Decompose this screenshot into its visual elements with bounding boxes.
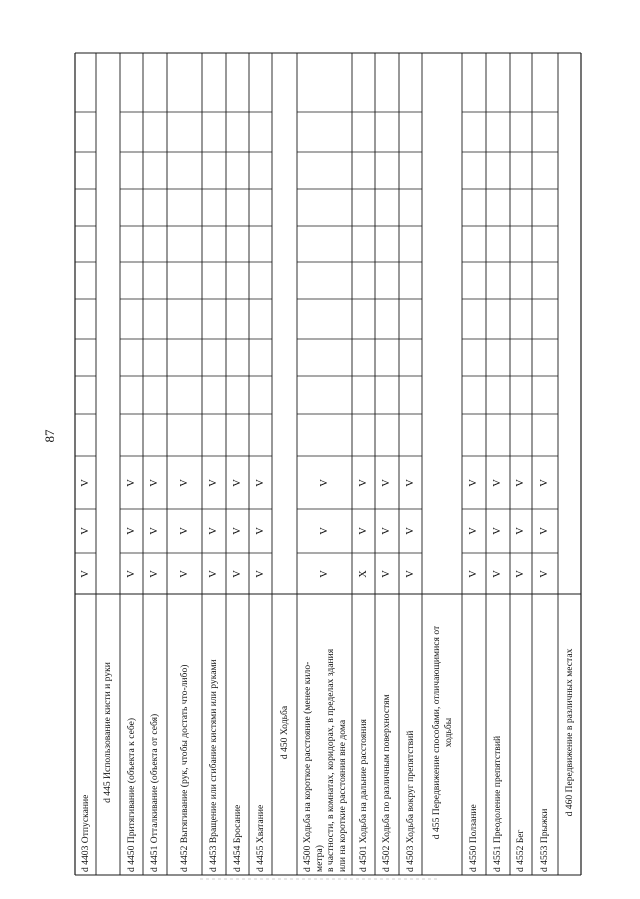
assessment-mark: V [357, 527, 369, 535]
assessment-mark: V [539, 478, 550, 487]
assessment-mark: V [149, 527, 160, 535]
section-heading: d 455 Передвижение способами, отличающимися от ходьбы [430, 625, 453, 840]
row-label: d 4502 Ходьба по различным поверхностям [381, 694, 393, 872]
assessment-mark: V [468, 478, 479, 487]
assessment-mark: V [468, 569, 479, 578]
row-label: d 4454 Бросание [231, 804, 243, 872]
row-label: d 4552 Бег [515, 829, 527, 872]
row-label: d 4553 Прыжки [539, 808, 551, 872]
assessment-mark: V [404, 569, 416, 578]
assessment-mark: V [492, 527, 503, 535]
assessment-mark: V [318, 478, 330, 487]
row-label: d 4451 Отталкивание (объекта от себя) [149, 713, 161, 872]
row-label: d 4450 Притягивание (объекта к себе) [125, 717, 137, 872]
assessment-mark: V [79, 478, 91, 487]
assessment-mark: V [381, 569, 392, 578]
row-label: d 4500 Ходьба на короткое расстояние (менее кило- метра) в частности, в комнатах, коридорах, в пределах здания или на короткие расстояния вне дома [301, 648, 347, 872]
section-heading: d 450 Ходьба [278, 705, 290, 760]
assessment-mark: X [357, 569, 369, 578]
assessment-mark: V [125, 527, 137, 535]
assessment-mark: V [149, 569, 160, 578]
row-label: d 4455 Хватание [254, 804, 266, 872]
assessment-mark: V [178, 527, 190, 535]
row-label: d 4551 Преодоление препятствий [492, 735, 504, 872]
assessment-mark: V [231, 478, 243, 487]
assessment-mark: V [125, 569, 137, 578]
assessment-mark: V [79, 527, 91, 535]
assessment-mark: V [515, 478, 526, 487]
assessment-mark: V [231, 527, 243, 535]
assessment-mark: V [208, 569, 219, 578]
assessment-mark: V [79, 569, 91, 578]
assessment-mark: V [515, 569, 526, 578]
assessment-mark: V [404, 527, 416, 535]
assessment-mark: V [492, 478, 503, 487]
assessment-mark: V [178, 478, 190, 487]
assessment-mark: V [381, 478, 392, 487]
page-number: 87 [42, 429, 57, 443]
assessment-mark: V [208, 478, 219, 487]
assessment-mark: V [318, 527, 330, 535]
section-heading: d 445 Использование кисти и руки [102, 662, 114, 803]
assessment-mark: V [149, 478, 160, 487]
assessment-mark: V [357, 478, 369, 487]
row-label: d 4550 Ползание [468, 804, 480, 872]
assessment-mark: V [178, 569, 190, 578]
section-heading: d 460 Передвижение в различных местах [563, 648, 575, 817]
assessment-mark: V [404, 478, 416, 487]
row-label: d 4503 Ходьба вокруг препятствий [404, 730, 416, 872]
assessment-mark: V [492, 569, 503, 578]
assessment-mark: V [254, 569, 266, 578]
assessment-mark: V [208, 527, 219, 535]
assessment-mark: V [539, 527, 550, 535]
assessment-mark: V [539, 569, 550, 578]
assessment-mark: V [318, 569, 330, 578]
assessment-mark: V [468, 527, 479, 535]
assessment-mark: V [254, 527, 266, 535]
assessment-mark: V [231, 569, 243, 578]
row-label: d 4403 Отпускание [79, 794, 91, 872]
row-label: d 4453 Вращение или сгибание кистями или руками [208, 659, 220, 872]
row-label: d 4501 Ходьба на дальние расстояния [357, 719, 369, 872]
scan-artifact [200, 878, 440, 880]
assessment-mark: V [125, 478, 137, 487]
assessment-mark: V [381, 527, 392, 535]
row-label: d 4452 Вытягивание (рук, чтобы достать что-либо) [178, 664, 190, 872]
assessment-mark: V [515, 527, 526, 535]
assessment-mark: V [254, 478, 266, 487]
